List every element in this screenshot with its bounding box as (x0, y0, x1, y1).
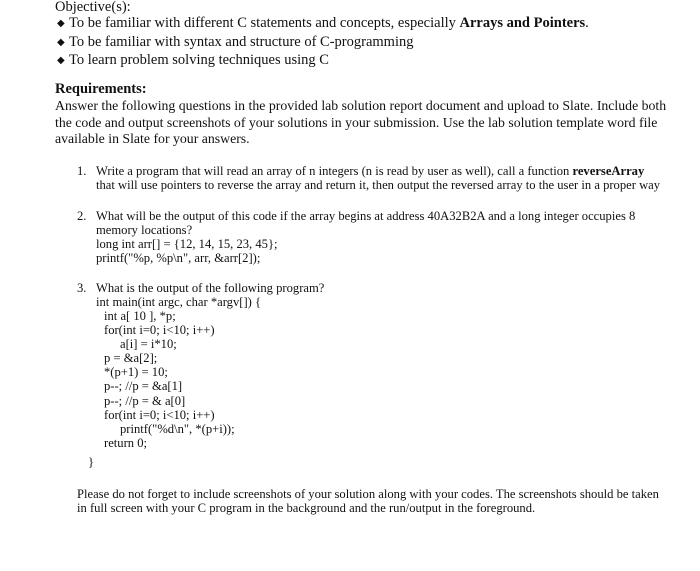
code-line: *(p+1) = 10; (104, 365, 168, 379)
requirements-heading: Requirements: (55, 81, 147, 97)
code-line: for(int i=0; i<10; i++) (104, 323, 215, 337)
objective-item: ◆ To be familiar with different C statements and concepts, especially Arrays and Pointers. (57, 15, 589, 31)
objective-item: ◆ To learn problem solving techniques using C (57, 52, 329, 68)
code-line: } (88, 455, 95, 469)
screenshot-note-line: Please do not forget to include screenshots of your solution along with your codes. The screenshots should be taken (77, 487, 659, 501)
requirements-line: Answer the following questions in the provided lab solution report document and upload to Slate. Include both (55, 98, 667, 113)
code-line: int main(int argc, char *argv[]) { (96, 295, 262, 309)
question-3-line: What is the output of the following program? (96, 281, 325, 295)
diamond-bullet-icon: ◆ (57, 37, 65, 48)
screenshot-note-line: in full screen with your C program in the background and the run/output in the foreground. (77, 501, 536, 515)
requirements-line: available in Slate for your answers. (55, 131, 250, 146)
question-number: 3. (77, 281, 87, 295)
code-line: p--; //p = & a[0] (104, 394, 186, 408)
question-number: 1. (77, 164, 87, 178)
question-2-line: memory locations? (96, 223, 193, 237)
code-line: p--; //p = &a[1] (104, 379, 183, 393)
code-line: p = &a[2]; (104, 351, 158, 365)
question-2-line: What will be the output of this code if the array begins at address 40A32B2A and a long integer occupies 8 (96, 209, 636, 223)
objective-item: ◆ To be familiar with syntax and structure of C-programming (57, 34, 414, 50)
code-line: long int arr[] = {12, 14, 15, 23, 45}; (96, 237, 278, 251)
code-line: a[i] = i*10; (120, 337, 177, 351)
requirements-line: the code and output screenshots of your solutions in your submission. Use the lab solution template word file (55, 115, 658, 130)
code-line: printf("%p, %p\n", arr, &arr[2]); (96, 251, 261, 265)
objectives-heading: Objective(s): (55, 0, 131, 15)
question-1-line: Write a program that will read an array of n integers (n is read by user as well), call a function reverseArray (96, 164, 645, 178)
question-number: 2. (77, 209, 87, 223)
question-1-line: that will use pointers to reverse the array and return it, then output the reversed array to the user in a proper way (96, 178, 661, 192)
diamond-bullet-icon: ◆ (57, 18, 65, 29)
code-line: for(int i=0; i<10; i++) (104, 408, 215, 422)
code-line: printf("%d\n", *(p+i)); (120, 422, 235, 436)
diamond-bullet-icon: ◆ (57, 55, 65, 66)
code-line: int a[ 10 ], *p; (104, 309, 176, 323)
code-line: return 0; (104, 436, 148, 450)
